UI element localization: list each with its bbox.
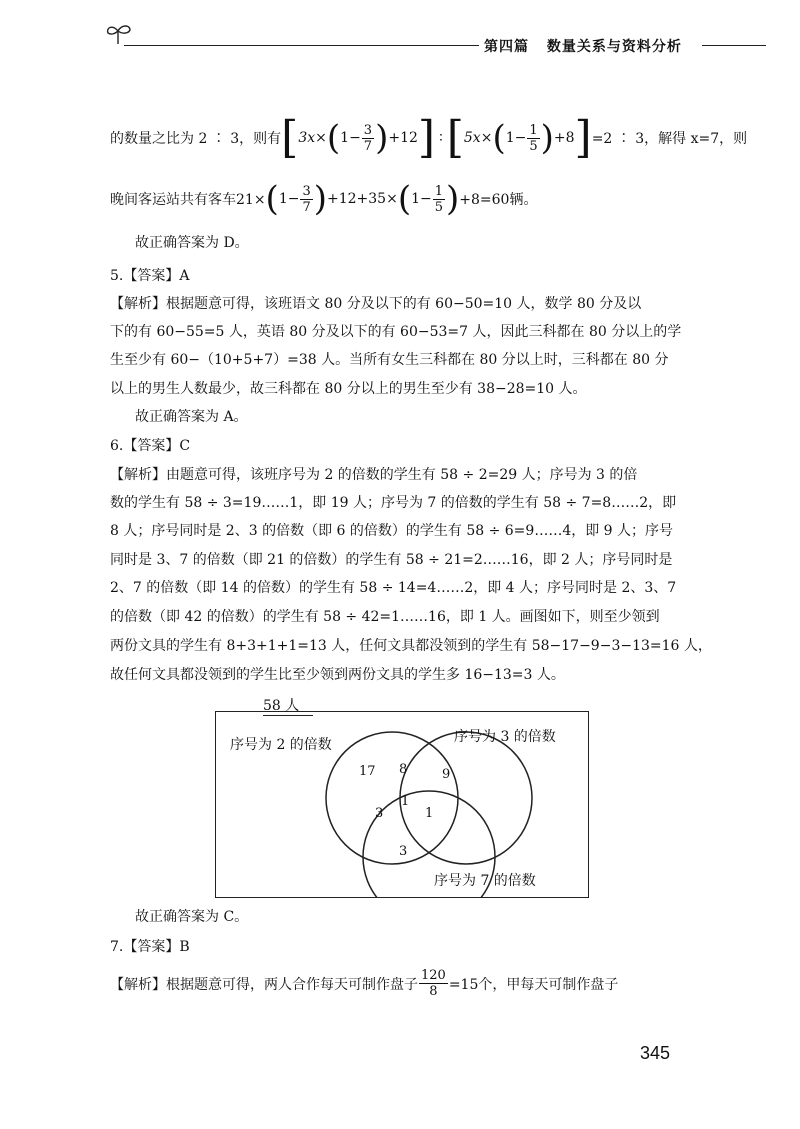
header-rule-left <box>124 45 479 46</box>
q6-explanation-2: 数的学生有 58 ÷ 3=19……1，即 19 人；序号为 7 的倍数的学生有 58 ÷ 7=8……2，即 <box>110 495 677 511</box>
q6-explanation-6: 的倍数（即 42 的倍数）的学生有 58 ÷ 42=1……16，即 1 人。画图如下，则至少领到 <box>110 609 660 625</box>
q5-explanation-3: 生至少有 60−（10+5+7）=38 人。当所有女生三科都在 80 分以上时，三科都在 80 分 <box>110 352 669 368</box>
text: 的数量之比为 2 ∶ 3，则有 <box>110 131 282 147</box>
circle-multiples-of-2 <box>326 732 458 864</box>
circle-multiples-of-3 <box>400 732 532 864</box>
region-only-b: 9 <box>442 767 451 782</box>
header-title: 数量关系与资料分析 <box>546 39 682 55</box>
q6-explanation-1: 【解析】由题意可得，该班序号为 2 的倍数的学生有 58 ÷ 2=29 人；序号为 3 的倍 <box>110 467 638 483</box>
paren: ( <box>326 118 341 158</box>
q6-explanation-3: 8 人；序号同时是 2、3 的倍数（即 6 的倍数）的学生有 58 ÷ 6=9……4，即 9 人；序号 <box>110 523 674 539</box>
math-line-1 <box>110 112 748 163</box>
q5-explanation-4: 以上的男生人数最少，故三科都在 80 分以上的男生至少有 38−28=10 人。 <box>110 381 587 397</box>
answer-line-6: 故正确答案为 C。 <box>135 909 249 925</box>
text: 1− <box>340 130 361 146</box>
region-a-c: 3 <box>375 806 384 821</box>
text: 1− <box>505 130 527 146</box>
fraction: $\frac{1}{5}$ <box>434 183 444 215</box>
text: +12 <box>388 130 418 146</box>
q5-explanation-1: 【解析】根据题意可得，该班语文 80 分及以下的有 60−50=10 人，数学 80 分及以 <box>110 296 642 312</box>
q6-answer: 6.【答案】C <box>110 438 191 454</box>
region-a-b-c: 1 <box>401 794 410 809</box>
bracket: ] <box>574 112 592 163</box>
text: ∶ <box>439 130 443 146</box>
q6-explanation-7: 两份文具的学生有 8+3+1+1=13 人，任何文具都没领到的学生有 58−17−9−3−13=16 人， <box>110 638 712 654</box>
set-c-label: 序号为 7 的倍数 <box>434 873 536 889</box>
text: +12+35× <box>327 191 398 207</box>
text: 晚间客运站共有客车21× <box>110 192 266 208</box>
paren: ) <box>446 179 460 219</box>
paren: ( <box>265 179 279 219</box>
paren: ( <box>397 179 412 219</box>
text: =2 ∶ 3，解得 x=7，则 <box>591 131 748 147</box>
text: +8=60辆。 <box>459 192 538 208</box>
text: 5x× <box>463 130 493 146</box>
text: 【解析】根据题意可得，两人合作每天可制作盘子 <box>110 976 418 993</box>
region-a-b: 8 <box>399 762 408 777</box>
bracket: ] <box>417 112 436 163</box>
region-only-a: 17 <box>359 764 376 779</box>
fraction: $\frac{3}{7}$ <box>302 183 311 215</box>
q5-answer: 5.【答案】A <box>110 268 190 284</box>
q6-explanation-8: 故任何文具都没领到的学生比至少领到两份文具的学生多 16−13=3 人。 <box>110 667 565 683</box>
text: 1− <box>278 191 300 207</box>
math-line-2 <box>110 179 538 219</box>
region-only-c: 3 <box>399 844 408 859</box>
bracket: [ <box>446 112 464 163</box>
paren: ) <box>540 118 554 158</box>
header-rule-right <box>702 45 766 46</box>
venn-diagram <box>215 711 589 898</box>
fraction: $\frac{3}{7}$ <box>363 122 373 154</box>
page-number: 345 <box>640 1043 671 1063</box>
fraction: $\frac{120}{8}$ <box>421 968 446 999</box>
paren: ) <box>375 118 389 158</box>
answer-line-5: 故正确答案为 A。 <box>135 409 248 425</box>
set-b-label: 序号为 3 的倍数 <box>454 729 556 745</box>
text: 1− <box>411 191 432 207</box>
running-header <box>484 36 694 56</box>
header-part: 第四篇 <box>484 39 529 55</box>
set-a-label: 序号为 2 的倍数 <box>230 737 332 753</box>
paren: ) <box>313 179 327 219</box>
math-line-3 <box>110 968 618 999</box>
answer-line-4: 故正确答案为 D。 <box>135 235 249 251</box>
q6-explanation-4: 同时是 3、7 的倍数（即 21 的倍数）的学生有 58 ÷ 21=2……16，即 2 人；序号同时是 <box>110 552 673 568</box>
bracket: [ <box>281 112 299 163</box>
region-b-c: 1 <box>425 806 434 821</box>
q7-answer: 7.【答案】B <box>110 939 190 955</box>
q6-explanation-5: 2、7 的倍数（即 14 的倍数）的学生有 58 ÷ 14=4……2，即 4 人；序号同时是 2、3、7 <box>110 580 677 596</box>
paren: ( <box>492 118 506 158</box>
text: +8 <box>553 130 575 146</box>
q5-explanation-2: 下的有 60−55=5 人，英语 80 分及以下的有 60−53=7 人，因此三科都在 80 分以上的学 <box>110 324 682 340</box>
text: =15个，甲每天可制作盘子 <box>448 976 619 993</box>
text: 3x× <box>298 130 327 146</box>
venn-total-label: 58 人 <box>263 695 313 716</box>
fraction: $\frac{1}{5}$ <box>529 122 538 154</box>
